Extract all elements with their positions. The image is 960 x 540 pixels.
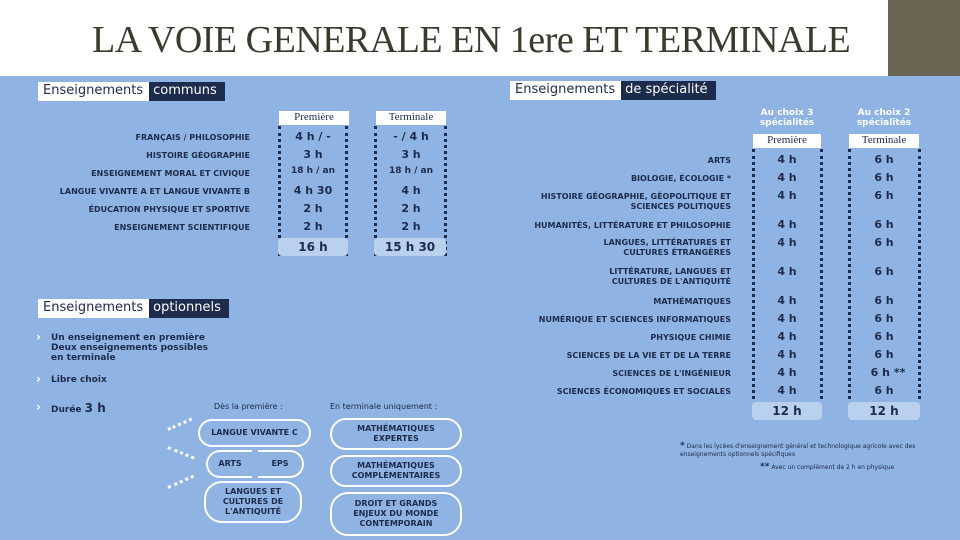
specialite-premiere-value: 4 h — [777, 236, 797, 249]
option-math-expertes: MATHÉMATIQUES EXPERTES — [330, 418, 462, 450]
footnote-2-text: Avec un complément de 2 h en physique — [771, 464, 895, 471]
specialite-choice-premiere: Au choix 3 spécialités — [759, 108, 815, 128]
specialite-premiere-value: 4 h — [777, 218, 797, 231]
specialite-premiere-value: 4 h — [777, 153, 797, 166]
specialite-header — [510, 81, 716, 100]
specialite-terminale-value: 6 h — [874, 330, 894, 343]
connector-dots-3 — [167, 475, 194, 489]
optionnels-bullet-2: Libre choix — [51, 375, 107, 385]
specialite-premiere-value: 4 h — [777, 265, 797, 278]
option-math-complementaires: MATHÉMATIQUES COMPLÉMENTAIRES — [330, 455, 462, 487]
option-langue-vivante-c: LANGUE VIVANTE C — [198, 419, 311, 447]
slide-title: LA VOIE GENERALE EN 1ere ET TERMINALE — [92, 19, 851, 61]
footnote-1-text: Dans les lycées d'enseignement général et technologique agricole avec des enseignements optionnels spécifiques — [680, 443, 916, 458]
specialite-terminale-value: 6 h — [874, 265, 894, 278]
specialite-premiere-value: 4 h — [777, 294, 797, 307]
specialite-row-label: ARTS — [707, 156, 731, 165]
specialite-header-dark: de spécialité — [621, 81, 715, 100]
communs-terminale-value: 18 h / an — [388, 166, 434, 176]
option-arts: ARTS — [206, 450, 252, 478]
specialite-row-label: SCIENCES ÉCONOMIQUES ET SOCIALES — [556, 387, 731, 396]
specialite-premiere-value: 4 h — [777, 312, 797, 325]
option-droit-enjeux: DROIT ET GRANDS ENJEUX DU MONDE CONTEMPORAIN — [330, 492, 462, 536]
specialite-dotted-divider-end — [918, 149, 921, 399]
communs-row-label: ENSEIGNEMENT SCIENTIFIQUE — [114, 223, 250, 232]
specialite-terminale-value: 6 h — [874, 384, 894, 397]
optionnels-bullet-3-value: 3 h — [84, 401, 106, 415]
specialite-premiere-value: 4 h — [777, 189, 797, 202]
specialite-terminale-value: 6 h — [874, 218, 894, 231]
footnote-1 — [680, 442, 920, 459]
specialite-row-label: NUMÉRIQUE ET SCIENCES INFORMATIQUES — [538, 315, 731, 324]
chevron-right-icon: › — [36, 372, 41, 386]
specialite-terminale-value: 6 h — [874, 294, 894, 307]
communs-col-terminale: Terminale — [376, 111, 446, 125]
specialite-row-label: BIOLOGIE, ÉCOLOGIE * — [630, 174, 731, 183]
optionnels-bullet-1-line-3: en terminale — [51, 353, 116, 363]
optionnels-heading-terminale: En terminale uniquement : — [330, 402, 438, 411]
specialite-header-light: Enseignements — [510, 81, 621, 100]
specialite-row-label: SCIENCES DE L'INGÉNIEUR — [612, 369, 731, 378]
optionnels-bullet-1-line-2: Deux enseignements possibles — [51, 343, 209, 353]
connector-dots-2 — [167, 446, 194, 459]
corner-decoration — [888, 0, 960, 76]
specialite-row-label: MATHÉMATIQUES — [653, 297, 731, 306]
communs-terminale-value: 2 h — [401, 202, 421, 215]
communs-premiere-value: 2 h — [303, 202, 323, 215]
specialite-row-label: SCIENCES DE LA VIE ET DE LA TERRE — [566, 351, 731, 360]
communs-terminale-value: 2 h — [401, 220, 421, 233]
optionnels-bullet-3 — [51, 403, 106, 415]
optionnels-heading-premiere: Dès la première : — [214, 402, 283, 411]
footnote-2 — [760, 463, 920, 472]
communs-row-label: ENSEIGNEMENT MORAL ET CIVIQUE — [91, 169, 250, 178]
communs-premiere-value: 3 h — [303, 148, 323, 161]
option-langues-cultures-antiquite: LANGUES ET CULTURES DE L'ANTIQUITÉ — [204, 481, 302, 523]
communs-row-label: HISTOIRE GÉOGRAPHIE — [146, 151, 250, 160]
communs-row-label: FRANÇAIS / PHILOSOPHIE — [135, 133, 250, 142]
specialite-total-terminale: 12 h — [848, 402, 920, 420]
specialite-row-label: LITTÉRATURE, LANGUES ET CULTURES DE L'ANTIQUITÉ — [609, 267, 731, 286]
footnote-1-mark: * — [680, 441, 685, 451]
specialite-dotted-divider-mid — [820, 149, 823, 399]
communs-dotted-divider-mid — [345, 126, 348, 256]
chevron-right-icon: › — [36, 330, 41, 344]
communs-premiere-value: 2 h — [303, 220, 323, 233]
specialite-col-terminale: Terminale — [849, 134, 919, 148]
communs-terminale-value: 4 h — [401, 184, 421, 197]
communs-terminale-value: - / 4 h — [393, 130, 429, 143]
specialite-terminale-value: 6 h — [874, 312, 894, 325]
option-eps: EPS — [258, 450, 304, 478]
specialite-dotted-divider-left — [752, 149, 755, 399]
specialite-terminale-value: 6 h — [874, 236, 894, 249]
communs-total-terminale: 15 h 30 — [374, 238, 446, 256]
communs-total-premiere: 16 h — [278, 238, 348, 256]
content-panel — [0, 76, 960, 540]
specialite-premiere-value: 4 h — [777, 366, 797, 379]
communs-row-label: LANGUE VIVANTE A ET LANGUE VIVANTE B — [59, 187, 250, 196]
footnote-2-mark: ** — [760, 462, 770, 472]
specialite-row-label: HUMANITÉS, LITTÉRATURE ET PHILOSOPHIE — [534, 221, 731, 230]
specialite-choice-terminale: Au choix 2 spécialités — [856, 108, 912, 128]
optionnels-bullet-3-prefix: Durée — [51, 405, 82, 415]
optionnels-header — [38, 299, 229, 318]
specialite-col-premiere: Première — [753, 134, 821, 148]
communs-header-dark: communs — [149, 82, 225, 101]
specialite-dotted-divider-right — [848, 149, 851, 399]
chevron-right-icon: › — [36, 400, 41, 414]
communs-dotted-divider-right — [374, 126, 377, 256]
optionnels-bullet-1 — [51, 333, 208, 363]
optionnels-bullet-1-line-1: Un enseignement en première — [51, 333, 205, 343]
specialite-row-label: HISTOIRE GÉOGRAPHIE, GÉOPOLITIQUE ET SCIENCES POLITIQUES — [540, 192, 731, 211]
optionnels-header-light: Enseignements — [38, 299, 149, 318]
communs-dotted-divider-left — [278, 126, 281, 256]
specialite-premiere-value: 4 h — [777, 330, 797, 343]
communs-terminale-value: 3 h — [401, 148, 421, 161]
connector-dots-1 — [167, 418, 192, 431]
communs-row-label: ÉDUCATION PHYSIQUE ET SPORTIVE — [88, 205, 250, 214]
specialite-row-label: LANGUES, LITTÉRATURES ET CULTURES ÉTRANGÈRES — [603, 238, 731, 257]
communs-dotted-divider-end — [444, 126, 447, 256]
specialite-terminale-value: 6 h — [874, 153, 894, 166]
optionnels-header-dark: optionnels — [149, 299, 229, 318]
specialite-terminale-value: 6 h — [874, 348, 894, 361]
specialite-total-premiere: 12 h — [752, 402, 822, 420]
communs-premiere-value: 18 h / an — [290, 166, 336, 176]
specialite-premiere-value: 4 h — [777, 348, 797, 361]
specialite-row-label: PHYSIQUE CHIMIE — [650, 333, 731, 342]
communs-header — [38, 82, 225, 101]
communs-header-light: Enseignements — [38, 82, 149, 101]
communs-premiere-value: 4 h 30 — [293, 184, 333, 197]
communs-premiere-value: 4 h / - — [295, 130, 331, 143]
communs-col-premiere: Première — [279, 111, 349, 125]
specialite-terminale-value: 6 h — [874, 189, 894, 202]
specialite-terminale-value: 6 h — [874, 171, 894, 184]
specialite-terminale-value: 6 h ** — [870, 366, 906, 379]
specialite-premiere-value: 4 h — [777, 384, 797, 397]
specialite-premiere-value: 4 h — [777, 171, 797, 184]
